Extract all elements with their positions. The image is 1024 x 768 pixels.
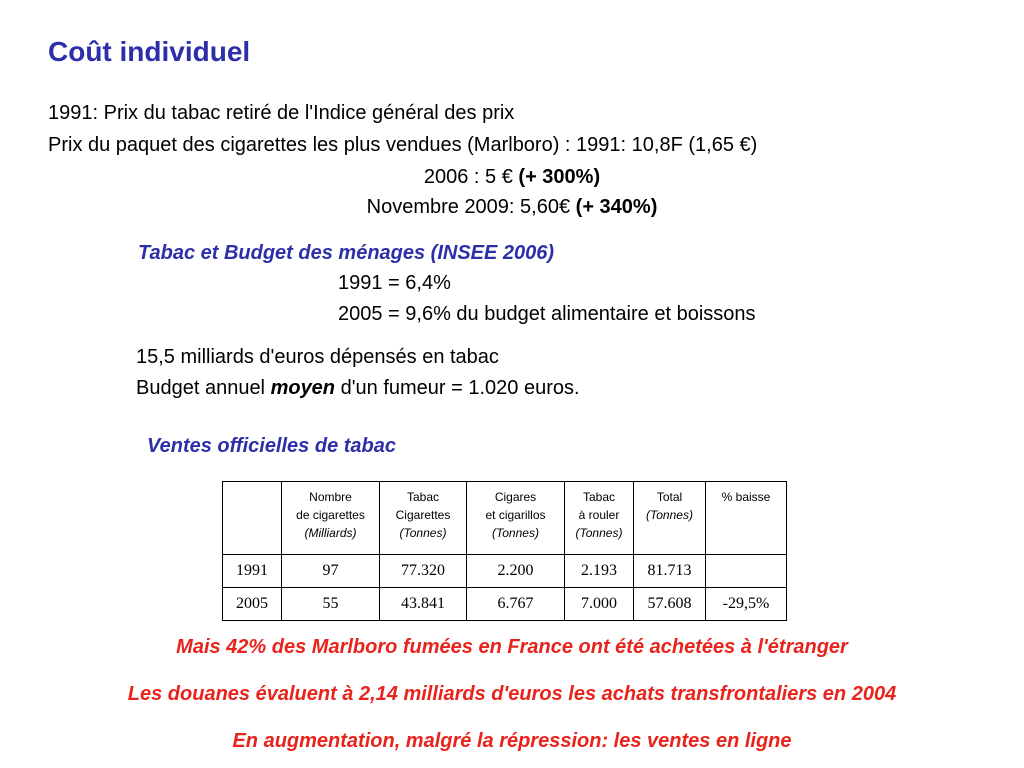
price-2009: [0, 196, 1024, 219]
smoker-annual-budget: [136, 377, 580, 400]
table-cell: 2.200: [467, 555, 565, 588]
header-cell-cigarette-tobacco: [380, 482, 467, 555]
header-line: Tabac: [582, 490, 616, 504]
price-2009-increase: (+ 340%): [575, 196, 658, 218]
header-unit: (Milliards): [304, 526, 357, 540]
footer-line-2: Les douanes évaluent à 2,14 milliards d'euros les achats transfrontaliers en 2004: [127, 683, 897, 705]
header-line: et cigarillos: [485, 508, 546, 522]
table-row: [223, 588, 787, 621]
header-cell-cigars: [467, 482, 565, 555]
table-cell-year: 2005: [223, 588, 282, 621]
page-title: Coût individuel: [48, 36, 251, 67]
table-row: [223, 555, 787, 588]
table-cell: 55: [282, 588, 380, 621]
price-2006: [0, 166, 1024, 189]
table-cell: 7.000: [565, 588, 634, 621]
table-cell-year: 1991: [223, 555, 282, 588]
smoker-budget-prefix: Budget annuel: [136, 377, 271, 399]
table-cell: 77.320: [380, 555, 467, 588]
header-line: Total: [656, 490, 683, 504]
header-cell-cigarette-count: [282, 482, 380, 555]
header-line: Cigarettes: [395, 508, 451, 522]
header-unit: (Tonnes): [399, 526, 447, 540]
price-2006-increase: (+ 300%): [518, 166, 601, 188]
price-2006-value: 2006 : 5 €: [423, 166, 519, 188]
budget-2005: 2005 = 9,6% du budget alimentaire et boissons: [338, 303, 756, 325]
table-cell: 43.841: [380, 588, 467, 621]
header-unit: (Tonnes): [492, 526, 539, 540]
footer-line-3: En augmentation, malgré la répression: les ventes en ligne: [232, 730, 792, 752]
footer-line-1: Mais 42% des Marlboro fumées en France ont été achetées à l'étranger: [176, 636, 848, 658]
header-cell-empty: [223, 482, 282, 555]
budget-heading: Tabac et Budget des ménages (INSEE 2006): [138, 242, 555, 264]
table-cell: [706, 555, 787, 588]
price-removed-from-index: 1991: Prix du tabac retiré de l'Indice général des prix: [48, 102, 515, 124]
sales-table: [222, 481, 787, 621]
table-cell: 97: [282, 555, 380, 588]
sales-heading: Ventes officielles de tabac: [147, 435, 396, 457]
tobacco-spending: 15,5 milliards d'euros dépensés en tabac: [136, 346, 499, 368]
marlboro-pack-price: Prix du paquet des cigarettes les plus vendues (Marlboro) : 1991: 10,8F (1,65 €): [48, 134, 758, 156]
header-line: Cigares: [494, 490, 537, 504]
header-line: de cigarettes: [296, 508, 365, 522]
header-line: % baisse: [721, 490, 771, 504]
smoker-budget-suffix: d'un fumeur = 1.020 euros.: [335, 377, 580, 399]
header-line: Nombre: [309, 490, 352, 504]
header-unit: (Tonnes): [575, 526, 623, 540]
smoker-budget-emphasis: moyen: [270, 377, 336, 399]
header-cell-rolling-tobacco: [565, 482, 634, 555]
table-cell: 57.608: [634, 588, 706, 621]
table-header-row: [223, 482, 787, 555]
header-cell-decrease: [706, 482, 787, 555]
table-cell: 6.767: [467, 588, 565, 621]
table-cell: 2.193: [565, 555, 634, 588]
header-unit: (Tonnes): [646, 508, 693, 522]
header-line: Tabac: [406, 490, 440, 504]
header-cell-total: [634, 482, 706, 555]
budget-1991: 1991 = 6,4%: [338, 272, 451, 294]
price-2009-value: Novembre 2009: 5,60€: [366, 196, 576, 218]
header-line: à rouler: [578, 508, 620, 522]
table-cell: -29,5%: [706, 588, 787, 621]
table-cell: 81.713: [634, 555, 706, 588]
